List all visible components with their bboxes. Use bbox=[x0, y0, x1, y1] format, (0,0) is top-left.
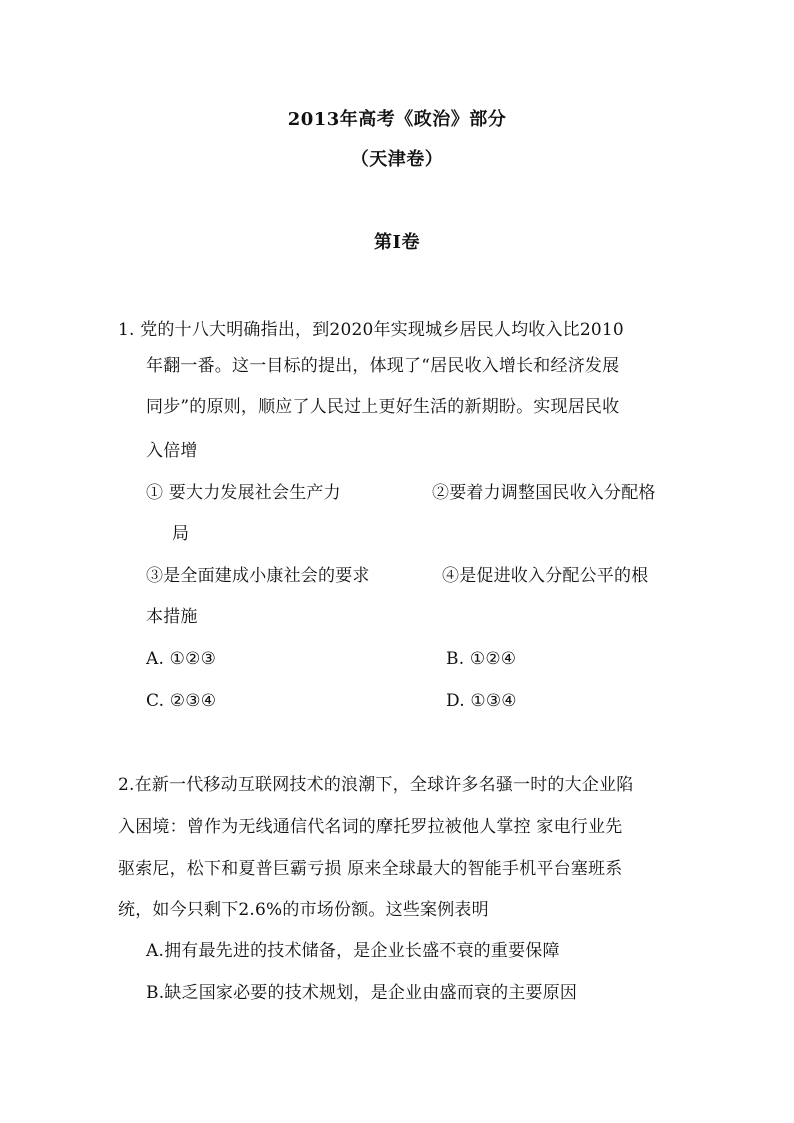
q1-statement-3: ③是全面建成小康社会的要求 bbox=[146, 566, 370, 586]
q1-statement-4-cont: 本措施 bbox=[146, 607, 198, 627]
q1-stem-line-1: 1. 党的十八大明确指出，到2020年实现城乡居民人均收入比2010 bbox=[118, 320, 624, 340]
q2-option-b: B.缺乏国家必要的技术规划，是企业由盛而衰的主要原因 bbox=[146, 983, 578, 1003]
q1-statement-2-cont: 局 bbox=[172, 524, 190, 544]
q1-statement-2: ②要着力调整国民收入分配格 bbox=[432, 483, 656, 503]
q2-stem-line-2: 入困境：曾作为无线通信代名词的摩托罗拉被他人掌控 家电行业先 bbox=[118, 817, 623, 837]
q2-option-a: A.拥有最先进的技术储备，是企业长盛不衰的重要保障 bbox=[146, 941, 560, 961]
q1-option-b: B. ①②④ bbox=[446, 649, 517, 669]
q1-option-d: D. ①③④ bbox=[446, 691, 517, 711]
q1-stem-line-2: 年翻一番。这一目标的提出，体现了“居民收入增长和经济发展 bbox=[146, 356, 620, 376]
q1-option-a: A. ①②③ bbox=[146, 649, 217, 669]
q2-stem-line-4: 统，如今只剩下2.6%的市场份额。这些案例表明 bbox=[118, 900, 489, 920]
section-heading: 第Ⅰ卷 bbox=[374, 232, 420, 253]
q2-stem-line-3: 驱索尼，松下和夏普巨霸亏损 原来全球最大的智能手机平台塞班系 bbox=[118, 859, 623, 879]
q1-stem-line-3: 同步”的原则，顺应了人民过上更好生活的新期盼。实现居民收 bbox=[146, 397, 620, 417]
q1-option-c: C. ②③④ bbox=[146, 691, 217, 711]
q2-stem-line-1: 2.在新一代移动互联网技术的浪潮下，全球许多名骚一时的大企业陷 bbox=[118, 775, 634, 795]
document-subtitle: （天津卷） bbox=[350, 149, 444, 170]
q1-stem-line-4: 入倍增 bbox=[146, 441, 198, 461]
q1-statement-4: ④是促进收入分配公平的根 bbox=[442, 566, 649, 586]
q1-statement-1: ① 要大力发展社会生产力 bbox=[146, 483, 341, 503]
document-title: 2013年高考《政治》部分 bbox=[287, 109, 507, 130]
